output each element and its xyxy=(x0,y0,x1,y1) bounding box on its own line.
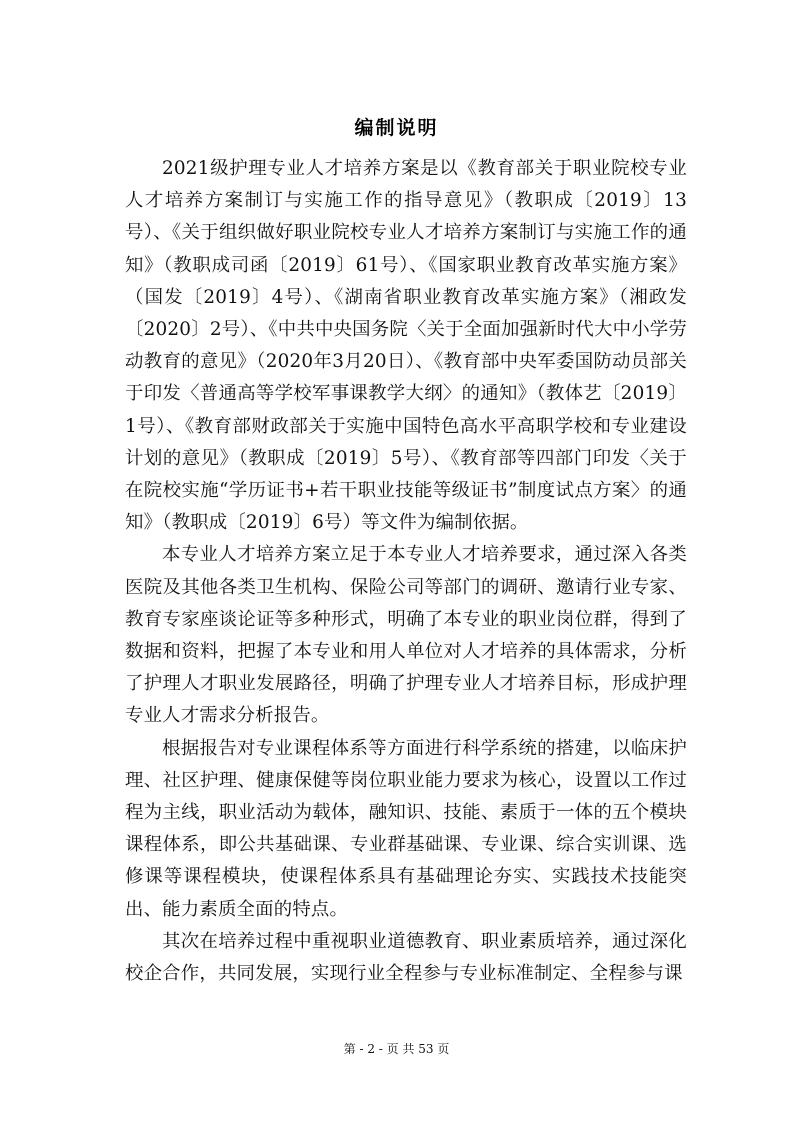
page-title: 编制说明 xyxy=(354,117,439,139)
paragraph-curriculum: 根据报告对专业课程体系等方面进行科学系统的搭建，以临床护理、社区护理、健康保健等岗位职业能力要求为核心，设置以工作过程为主线，职业活动为载体，融知识、技能、素质于一体的五个模块课程体系，即公共基础课、专业群基础课、专业课、综合实训课、选修课等课程模块，使课程体系具有基础理论夯实、实践技术技能突出、能力素质全面的特点。 xyxy=(125,737,687,920)
paragraph-research: 本专业人才培养方案立足于本专业人才培养要求，通过深入各类医院及其他各类卫生机构、保险公司等部门的调研、邀请行业专家、教育专家座谈论证等多种形式，明确了本专业的职业岗位群，得到了数据和资料，把握了本专业和用人单位对人才培养的具体需求，分析了护理人才职业发展路径，明确了护理专业人才培养目标，形成护理专业人才需求分析报告。 xyxy=(125,544,687,727)
page-footer: 第 - 2 - 页 共 53 页 xyxy=(343,1042,450,1056)
paragraph-training: 其次在培养过程中重视职业道德教育、职业素质培养，通过深化校企合作，共同发展，实现行业全程参与专业标准制定、全程参与课 xyxy=(125,930,687,985)
body-text xyxy=(125,153,687,990)
paragraph-basis: 2021级护理专业人才培养方案是以《教育部关于职业院校专业人才培养方案制订与实施工作的指导意见》（教职成〔2019〕13号）、《关于组织做好职业院校专业人才培养方案制订与实施工作的通知》（教职成司函〔2019〕61号）、《国家职业教育改革实施方案》（国发〔2019〕4号）、《湖南省职业教育改革实施方案》（湘政发〔2020〕2号）、《中共中央国务院〈关于全面加强新时代大中小学劳动教育的意见》（2020年3月20日）、《教育部中央军委国防动员部关于印发〈普通高等学校军事课教学大纲〉的通知》（教体艺〔2019〕1号）、《教育部财政部关于实施中国特色高水平高职学校和专业建设计划的意见》（教职成〔2019〕5号）、《教育部等四部门印发〈关于在院校实施“学历证书+若干职业技能等级证书”制度试点方案〉的通知》（教职成〔2019〕6号）等文件为编制依据。 xyxy=(125,158,687,534)
